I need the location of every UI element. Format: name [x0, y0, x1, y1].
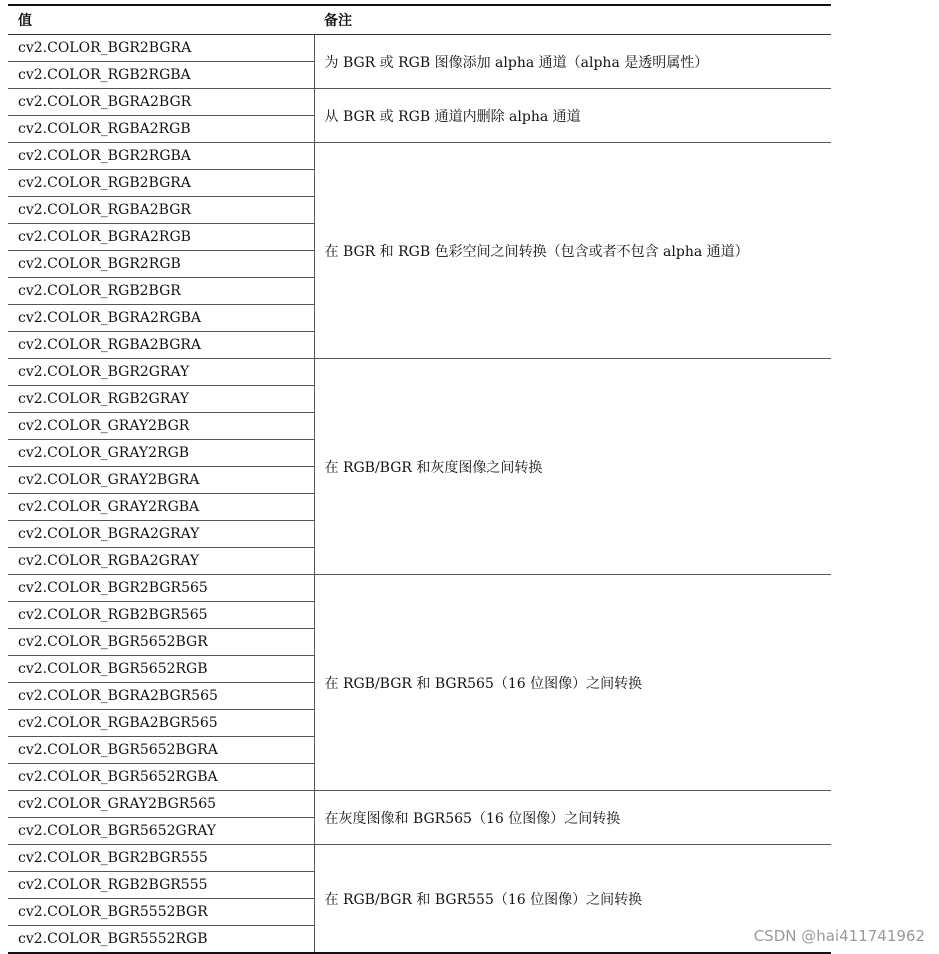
header-row — [8, 5, 831, 35]
value-cell: cv2.COLOR_BGRA2BGR565 — [8, 683, 314, 710]
table-row — [8, 845, 831, 872]
value-cell: cv2.COLOR_BGR5652RGBA — [8, 764, 314, 791]
note-cell: 为 BGR 或 RGB 图像添加 alpha 通道（alpha 是透明属性） — [314, 35, 831, 89]
value-cell: cv2.COLOR_BGR2RGBA — [8, 143, 314, 170]
value-cell: cv2.COLOR_GRAY2RGB — [8, 440, 314, 467]
note-cell: 从 BGR 或 RGB 通道内删除 alpha 通道 — [314, 89, 831, 143]
value-cell: cv2.COLOR_RGB2BGR555 — [8, 872, 314, 899]
table-row — [8, 791, 831, 818]
note-cell: 在 BGR 和 RGB 色彩空间之间转换（包含或者不包含 alpha 通道） — [314, 143, 831, 359]
value-cell: cv2.COLOR_GRAY2RGBA — [8, 494, 314, 521]
value-cell: cv2.COLOR_GRAY2BGR565 — [8, 791, 314, 818]
value-cell: cv2.COLOR_BGR5652GRAY — [8, 818, 314, 845]
table-row — [8, 89, 831, 116]
table-row — [8, 359, 831, 386]
value-cell: cv2.COLOR_BGR5652BGR — [8, 629, 314, 656]
value-cell: cv2.COLOR_RGB2GRAY — [8, 386, 314, 413]
value-cell: cv2.COLOR_RGBA2GRAY — [8, 548, 314, 575]
value-cell: cv2.COLOR_BGRA2RGBA — [8, 305, 314, 332]
table-row — [8, 143, 831, 170]
value-cell: cv2.COLOR_RGB2RGBA — [8, 62, 314, 89]
value-cell: cv2.COLOR_BGR5552BGR — [8, 899, 314, 926]
value-cell: cv2.COLOR_BGR2BGR565 — [8, 575, 314, 602]
value-cell: cv2.COLOR_RGBA2BGR — [8, 197, 314, 224]
note-cell: 在灰度图像和 BGR565（16 位图像）之间转换 — [314, 791, 831, 845]
note-cell: 在 RGB/BGR 和 BGR565（16 位图像）之间转换 — [314, 575, 831, 791]
value-cell: cv2.COLOR_RGB2BGRA — [8, 170, 314, 197]
watermark: CSDN @hai411741962 — [753, 927, 925, 945]
value-cell: cv2.COLOR_RGBA2BGR565 — [8, 710, 314, 737]
value-cell: cv2.COLOR_BGRA2BGR — [8, 89, 314, 116]
note-cell: 在 RGB/BGR 和灰度图像之间转换 — [314, 359, 831, 575]
table-row — [8, 575, 831, 602]
value-cell: cv2.COLOR_BGR2BGRA — [8, 35, 314, 62]
value-cell: cv2.COLOR_RGB2BGR — [8, 278, 314, 305]
value-cell: cv2.COLOR_RGBA2BGRA — [8, 332, 314, 359]
value-cell: cv2.COLOR_BGR5552RGB — [8, 926, 314, 954]
value-cell: cv2.COLOR_BGRA2GRAY — [8, 521, 314, 548]
value-cell: cv2.COLOR_BGR2RGB — [8, 251, 314, 278]
value-cell: cv2.COLOR_RGBA2RGB — [8, 116, 314, 143]
value-cell: cv2.COLOR_BGR2BGR555 — [8, 845, 314, 872]
value-cell: cv2.COLOR_BGR2GRAY — [8, 359, 314, 386]
table-row — [8, 35, 831, 62]
header-value: 值 — [8, 5, 314, 35]
value-cell: cv2.COLOR_GRAY2BGRA — [8, 467, 314, 494]
note-cell: 在 RGB/BGR 和 BGR555（16 位图像）之间转换 — [314, 845, 831, 954]
value-cell: cv2.COLOR_BGR5652BGRA — [8, 737, 314, 764]
value-cell: cv2.COLOR_BGRA2RGB — [8, 224, 314, 251]
value-cell: cv2.COLOR_GRAY2BGR — [8, 413, 314, 440]
value-cell: cv2.COLOR_BGR5652RGB — [8, 656, 314, 683]
header-note: 备注 — [314, 5, 831, 35]
value-cell: cv2.COLOR_RGB2BGR565 — [8, 602, 314, 629]
color-conversion-table — [8, 4, 831, 954]
